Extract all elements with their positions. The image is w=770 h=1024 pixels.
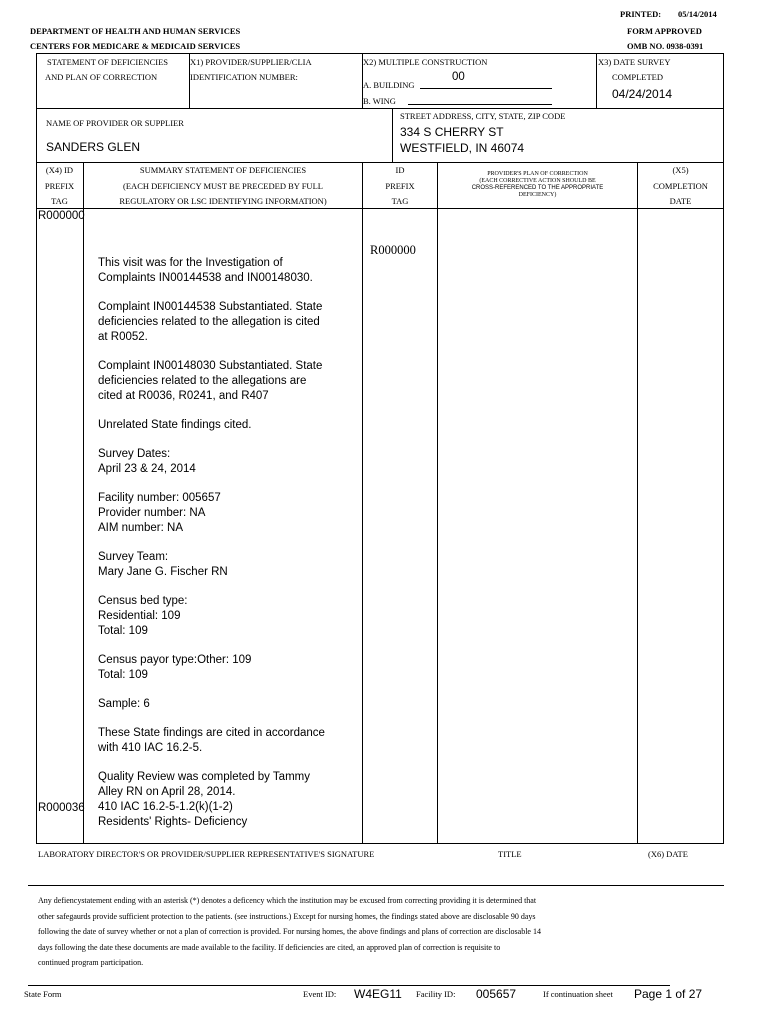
form-approved: FORM APPROVED — [627, 26, 702, 36]
plan-header-4: DEFICIENCY) — [518, 192, 557, 198]
summary-paragraph: Complaint IN00148030 Substantiated. State deficiencies related to the allegations are cited at R0036, R0241, and R407 — [98, 360, 323, 402]
summary-paragraph: Facility number: 005657 Provider number: NA AIM number: NA — [98, 492, 221, 534]
table-left-border — [36, 162, 37, 844]
event-id-value: W4EG11 — [354, 987, 402, 1001]
summary-paragraph: Unrelated State findings cited. — [98, 419, 252, 431]
disclaimer-text: Any defiencystatement ending with an asterisk (*) denotes a deficency which the institution may be excused from correcting providing it is determined that other safegaurds provide sufficient protection to the patients. (see instructions.) Except for nursing homes, the findings stated above are disclosable 90 days following the date of survey whether or not a plan of correction is provided. For nursing homes, the above findings and plans of correction are disclosable 14 days following the date these documents are made available to the facility. If deficiencies are cited, an approved plan of correction is requisite to continued program participation. — [38, 896, 541, 967]
provider-left-border — [36, 108, 37, 162]
provider-label: NAME OF PROVIDER OR SUPPLIER — [46, 118, 184, 128]
x5-header-1: (X5) — [672, 165, 689, 175]
statement-line1: STATEMENT OF DEFICIENCIES — [47, 57, 169, 67]
summary-paragraph: Census payor type:Other: 109 Total: 109 — [98, 654, 252, 681]
summary-paragraph: Complaint IN00144538 Substantiated. State deficiencies related to the allegation is cited at R0052. — [98, 301, 323, 343]
col-divider-1 — [83, 162, 84, 844]
wing-underline — [408, 104, 552, 105]
printed-label: PRINTED: — [620, 9, 662, 19]
x3-label-line1: X3) DATE SURVEY — [598, 57, 671, 67]
x3-date-value: 04/24/2014 — [612, 87, 673, 101]
tag-left-r000036: R000036 — [38, 802, 85, 814]
plan-header-2: (EACH CORRECTIVE ACTION SHOULD BE — [479, 178, 596, 184]
x2-wing-label: B. WING — [363, 96, 396, 106]
summary-header-2: (EACH DEFICIENCY MUST BE PRECEDED BY FULL — [123, 181, 323, 191]
table-right-border — [723, 162, 724, 844]
x1-label-line1: X1) PROVIDER/SUPPLIER/CLIA — [190, 57, 312, 67]
provider-bottom-border — [36, 162, 724, 163]
x2-building-value: 00 — [452, 71, 465, 83]
x2-label: X2) MULTIPLE CONSTRUCTION — [363, 57, 488, 67]
plan-header-1: PROVIDER'S PLAN OF CORRECTION — [487, 171, 588, 177]
summary-paragraph: Sample: 6 — [98, 698, 150, 710]
plan-header-3: CROSS-REFERENCED TO THE APPROPRIATE — [471, 185, 604, 191]
omb-number: OMB NO. 0938-0391 — [627, 41, 704, 51]
id-header-2: PREFIX — [385, 181, 415, 191]
tag-left-r000000: R000000 — [38, 210, 85, 222]
box-divider-3 — [596, 53, 597, 108]
x5-header-2: COMPLETION — [653, 181, 708, 191]
title-label: TITLE — [498, 849, 522, 859]
summary-paragraph: Census bed type: Residential: 109 Total: 109 — [98, 595, 188, 637]
x4-header-1: (X4) ID — [45, 165, 74, 175]
col-divider-3 — [437, 162, 438, 844]
summary-header-1: SUMMARY STATEMENT OF DEFICIENCIES — [139, 165, 307, 175]
x3-label-line2: COMPLETED — [612, 72, 663, 82]
box-row-divider — [36, 108, 724, 109]
signature-divider — [28, 885, 724, 886]
centers-title: CENTERS FOR MEDICARE & MEDICAID SERVICES — [30, 41, 241, 51]
x1-label-line2: IDENTIFICATION NUMBER: — [190, 72, 298, 82]
summary-header-3: REGULATORY OR LSC IDENTIFYING INFORMATION) — [119, 196, 327, 206]
x2-building-label: A. BUILDING — [363, 80, 415, 90]
footer-divider — [28, 985, 670, 986]
col-divider-4 — [637, 162, 638, 844]
x4-header-3: TAG — [51, 196, 68, 206]
summary-paragraph: This visit was for the Investigation of Complaints IN00144538 and IN00148030. — [98, 257, 313, 284]
address-line1: 334 S CHERRY ST — [400, 125, 504, 139]
event-id-label: Event ID: — [303, 989, 337, 999]
box-left-border — [36, 53, 37, 108]
printed-date: 05/14/2014 — [678, 9, 717, 19]
building-underline — [420, 88, 552, 89]
page-number: Page 1 of 27 — [634, 987, 703, 1001]
tag-right-r000000: R000000 — [370, 243, 416, 257]
summary-paragraph: These State findings are cited in accordance with 410 IAC 16.2-5. — [98, 727, 325, 754]
provider-value: SANDERS GLEN — [46, 140, 141, 154]
provider-divider — [392, 108, 393, 162]
deficiency-summary — [98, 256, 360, 844]
address-line2: WESTFIELD, IN 46074 — [400, 141, 525, 155]
x5-header-3: DATE — [669, 196, 692, 206]
id-header-1: ID — [395, 165, 405, 175]
column-header-bottom — [36, 208, 724, 209]
statement-line2: AND PLAN OF CORRECTION — [45, 72, 158, 82]
summary-paragraph: Survey Dates: April 23 & 24, 2014 — [98, 448, 196, 475]
state-form-label: State Form — [24, 989, 62, 999]
department-title: DEPARTMENT OF HEALTH AND HUMAN SERVICES — [30, 26, 241, 36]
summary-paragraph: Survey Team: Mary Jane G. Fischer RN — [98, 551, 228, 578]
x6-date-label: (X6) DATE — [648, 849, 688, 859]
continuation-label: If continuation sheet — [543, 989, 613, 999]
facility-id-label: Facility ID: — [416, 989, 456, 999]
facility-id-value: 005657 — [476, 987, 517, 1001]
address-label: STREET ADDRESS, CITY, STATE, ZIP CODE — [400, 111, 566, 121]
summary-paragraph: Quality Review was completed by Tammy Alley RN on April 28, 2014. 410 IAC 16.2-5-1.2(k)(1-2) Residents' Rights- Deficiency — [98, 771, 310, 828]
x4-header-2: PREFIX — [44, 181, 75, 191]
col-divider-2 — [362, 162, 363, 844]
signature-label: LABORATORY DIRECTOR'S OR PROVIDER/SUPPLIER REPRESENTATIVE'S SIGNATURE — [38, 849, 375, 859]
top-border — [36, 53, 724, 54]
id-header-3: TAG — [391, 196, 409, 206]
